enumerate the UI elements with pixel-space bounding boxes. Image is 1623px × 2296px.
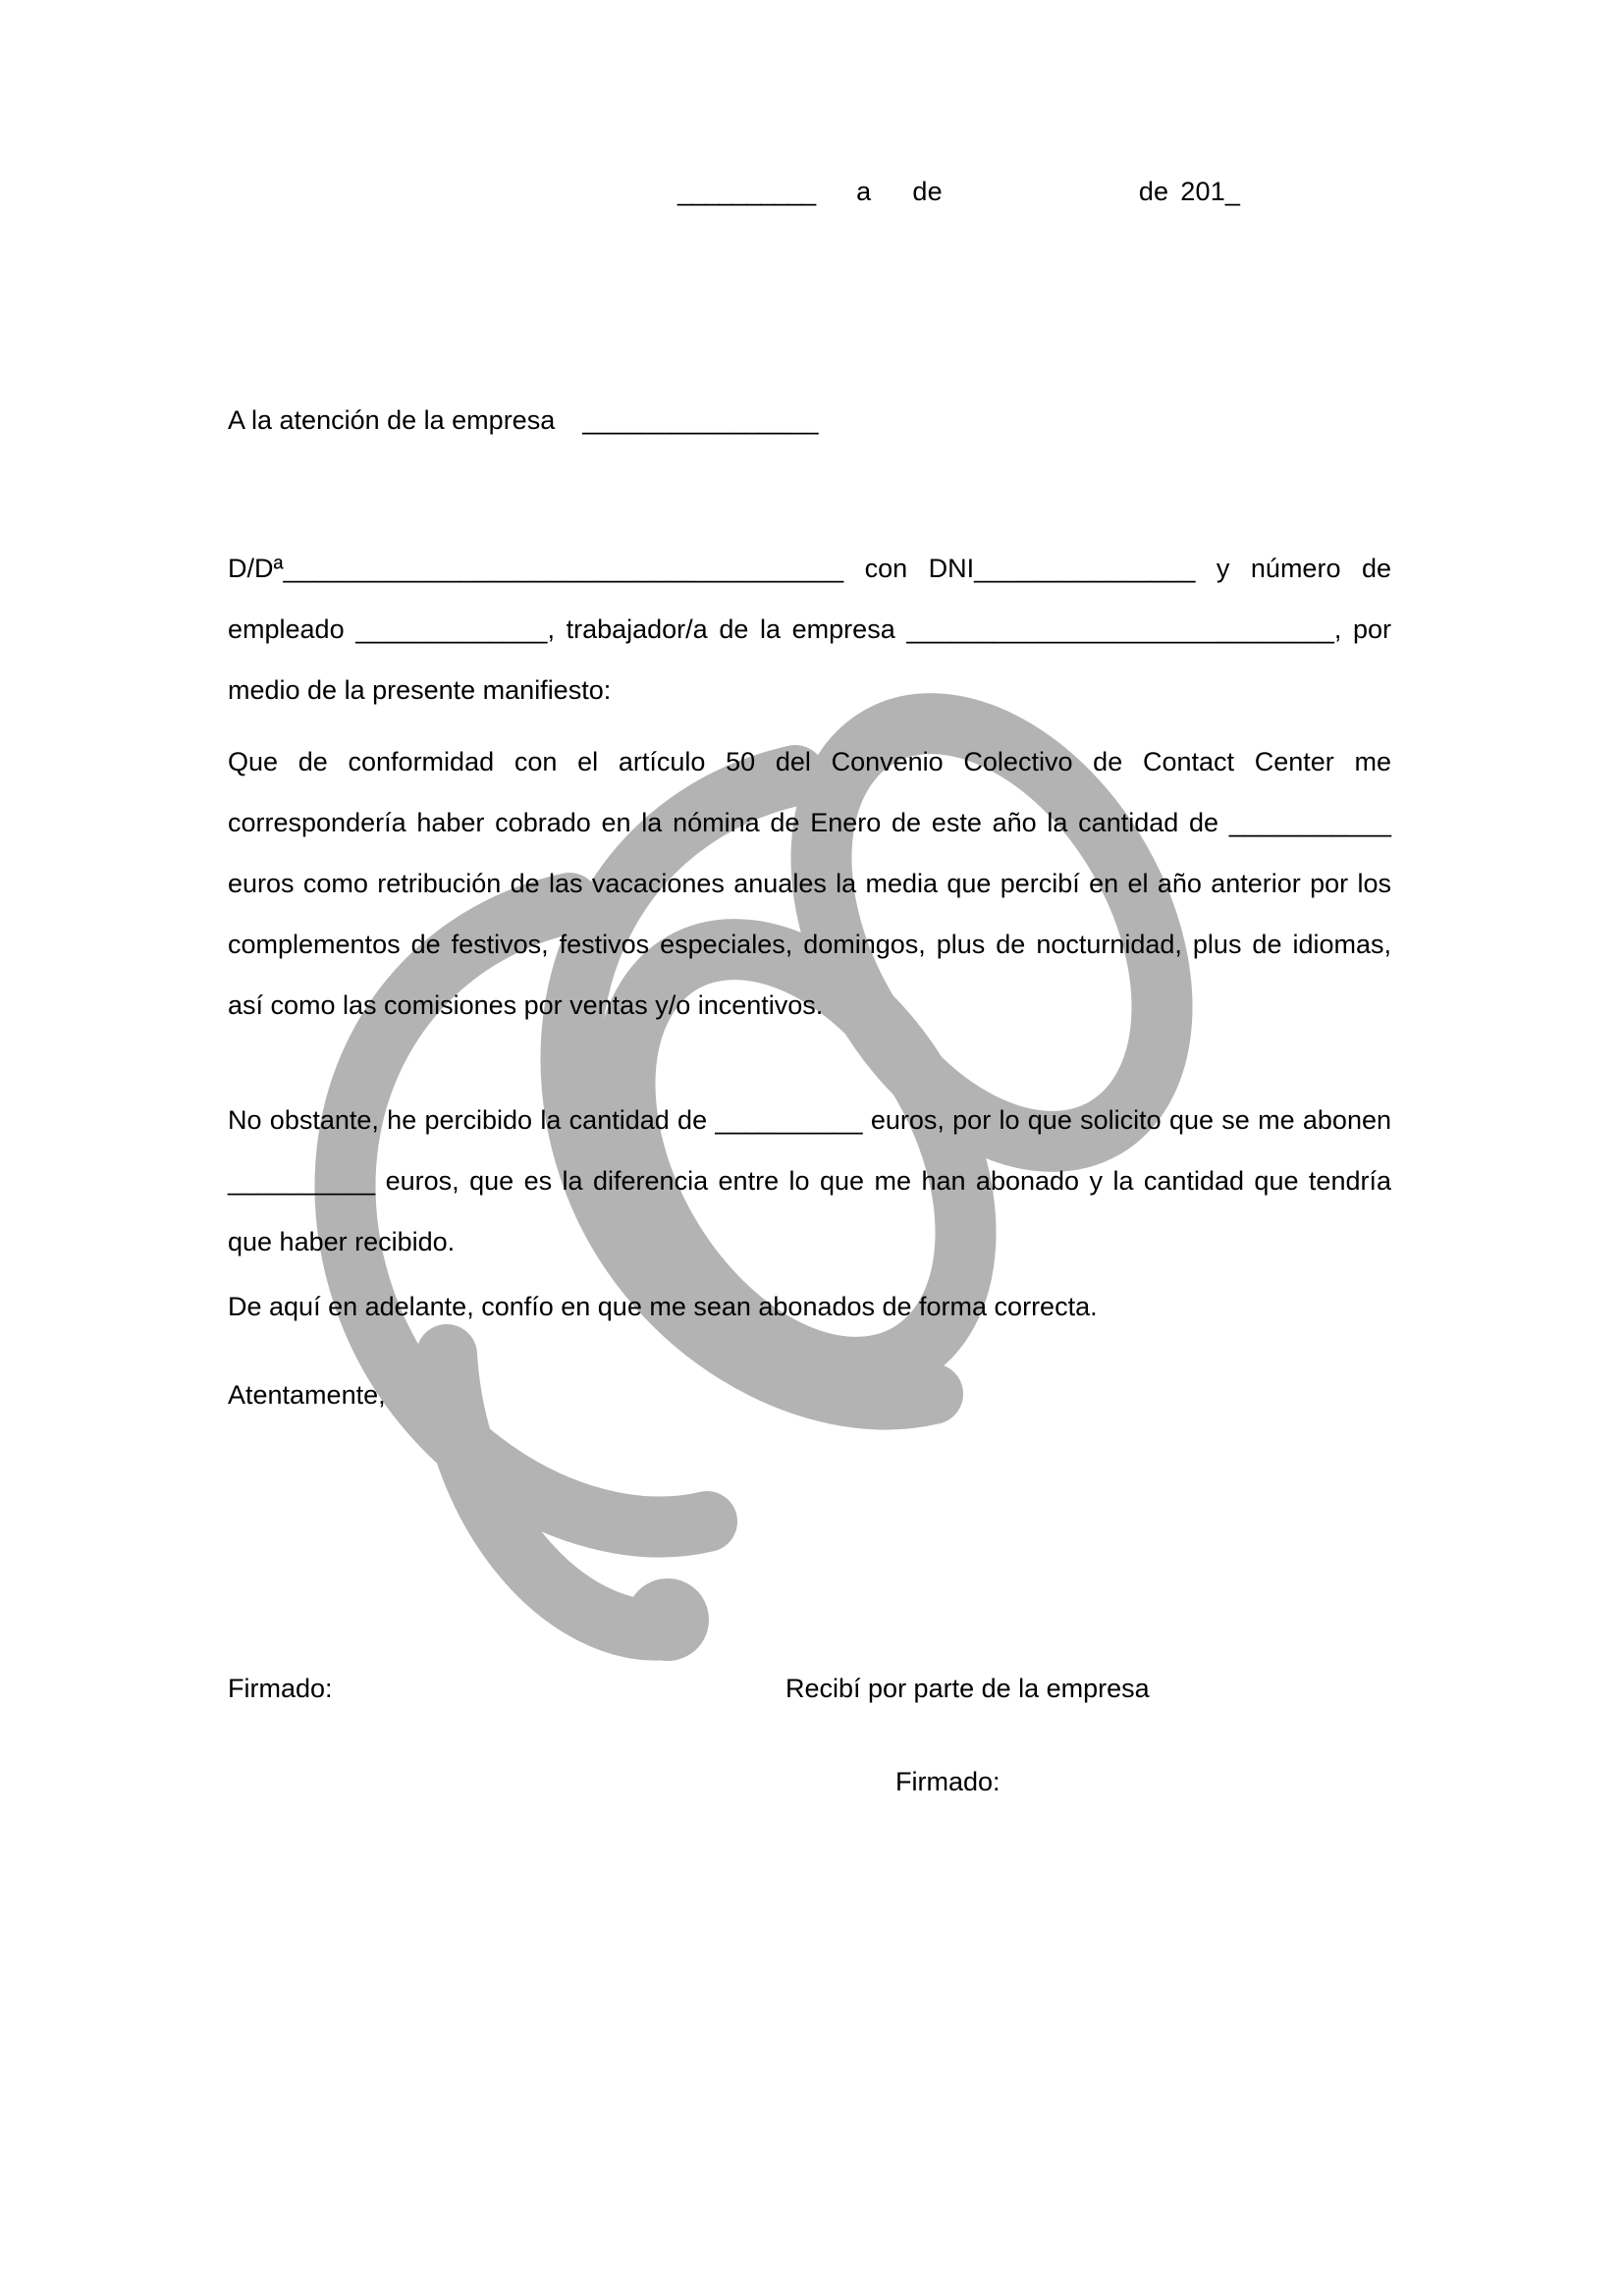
signature-label-employee: Firmado:: [228, 1674, 333, 1703]
body-paragraph-1: Que de conformidad con el artículo 50 del Convenio Colectivo de Contact Center me correspondería haber cobrado en la nómina de Enero de este año la cantidad de ___________ euros como retribución de las vacaciones anuales la media que percibí en el año anterior por los complementos de festivos, festivos especiales, domingos, plus de nocturnidad, plus de idiomas, así como las comisiones por ventas y/o incentivos.: [228, 747, 1391, 1020]
date-year: 201_: [1180, 177, 1241, 206]
body-paragraph-3: De aquí en adelante, confío en que me sean abonados de forma correcta.: [228, 1292, 1098, 1321]
closing-salutation: Atentamente,: [228, 1380, 386, 1410]
signature-label-company-firmado: Firmado:: [895, 1767, 1001, 1796]
identification-paragraph: D/Dª______________________________________ con DNI_______________ y número de empleado _____________, trabajador/a de la empresa _____________________________, por medio de la presente manifiesto:: [228, 554, 1391, 705]
attention-blank: ________________: [582, 405, 819, 435]
body-paragraph-2: No obstante, he percibido la cantidad de __________ euros, por lo que solicito que se me abonen __________ euros, que es la diferencia entre lo que me han abonado y la cantidad que tendría que haber recibido.: [228, 1105, 1391, 1256]
date-place-blank: __________: [677, 177, 816, 206]
date-word-a: a: [856, 177, 872, 206]
attention-line: [228, 407, 1391, 434]
signature-label-company: Recibí por parte de la empresa: [785, 1674, 1150, 1703]
date-line: [0, 177, 1623, 207]
date-word-de1: de: [912, 177, 943, 206]
date-word-de2: de: [1138, 177, 1169, 206]
attention-label: A la atención de la empresa: [228, 405, 556, 435]
